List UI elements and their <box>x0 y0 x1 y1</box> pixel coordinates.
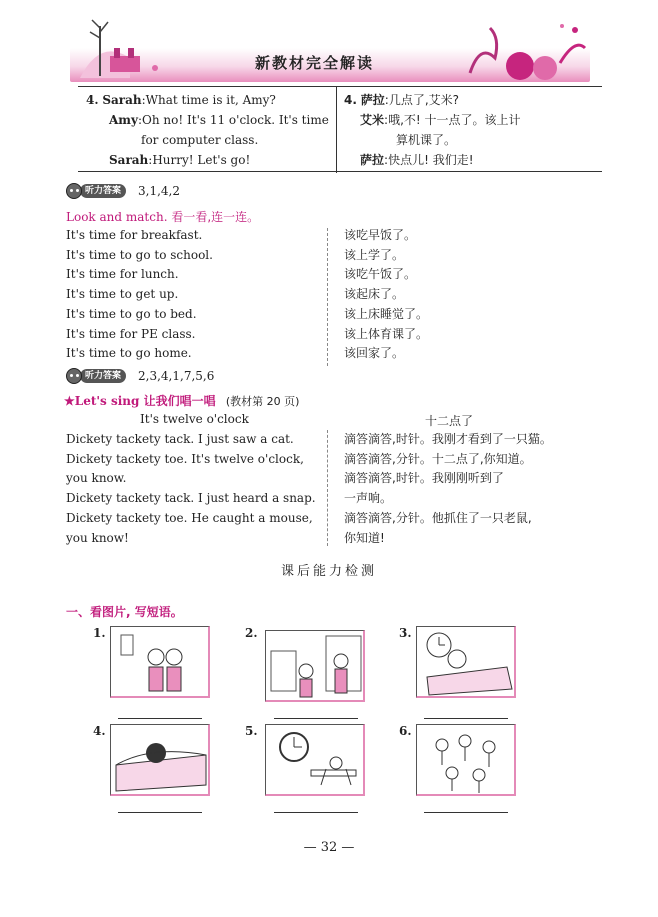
list-item: 该上学了。 <box>344 247 405 262</box>
column-divider <box>327 430 328 546</box>
picture-number: 5. <box>245 724 258 738</box>
picture-number: 6. <box>399 724 412 738</box>
dialogue-divider <box>336 87 337 173</box>
lyric-line: you know! <box>66 530 129 545</box>
speaker-name: Amy <box>109 113 138 127</box>
list-item: 该上体育课了。 <box>344 326 429 341</box>
answer-line[interactable] <box>118 718 202 719</box>
flower-swirl-decoration-icon <box>450 18 590 80</box>
answer-line[interactable] <box>118 812 202 813</box>
lyric-line: 滴答滴答,分针。十二点了,你知道。 <box>344 451 532 466</box>
look-match-chinese-list <box>344 226 428 364</box>
listening-answer-1 <box>66 183 180 199</box>
kids-walking-home-picture-icon <box>265 630 365 702</box>
list-item: It's time for lunch. <box>66 267 179 282</box>
picture-number: 1. <box>93 626 106 640</box>
dialogue-text: Hurry! Let's go! <box>152 153 251 167</box>
textbook-reference: (教材第 20 页) <box>225 395 300 408</box>
lyric-line: you know. <box>66 471 127 486</box>
list-item: It's time to go home. <box>66 346 192 361</box>
dialogue-table <box>78 86 602 172</box>
dialogue-text: Oh no! It's 11 o'clock. It's time <box>142 113 329 127</box>
kids-playing-picture-icon <box>416 724 516 796</box>
lets-sing-title-en: ★Let's sing <box>64 394 140 408</box>
song-english-lyrics <box>66 430 316 548</box>
speaker-name: Sarah <box>109 153 149 167</box>
list-item: 该起床了。 <box>344 287 405 302</box>
song-title-en: It's twelve o'clock <box>140 412 249 426</box>
speaker-name: 萨拉 <box>360 93 385 107</box>
dialogue-chinese <box>344 90 594 170</box>
answer-line[interactable] <box>424 812 508 813</box>
listening-badge-label: 听力答案 <box>80 369 126 383</box>
picture-number: 4. <box>93 724 106 738</box>
headphone-face-icon <box>66 183 82 199</box>
dialogue-line: 4. 萨拉:几点了,艾米? <box>344 93 459 107</box>
lyric-line: 滴答滴答,时针。我刚刚听到了 <box>344 471 504 486</box>
lyric-line: 滴答滴答,时针。我刚才看到了一只猫。 <box>344 432 552 446</box>
answer-line[interactable] <box>274 718 358 719</box>
dialogue-text: What time is it, Amy? <box>145 93 276 107</box>
lets-sing-title-zh: 让我们唱一唱 <box>143 394 216 408</box>
song-chinese-lyrics <box>344 430 552 548</box>
look-match-title-zh: 看一看,连一连。 <box>171 210 260 224</box>
speaker-name: Sarah <box>102 93 142 107</box>
listening-answer-2 <box>66 368 214 384</box>
answer-line[interactable] <box>274 812 358 813</box>
clock-breakfast-picture-icon <box>265 724 365 796</box>
answer-line[interactable] <box>424 718 508 719</box>
list-item: It's time for PE class. <box>66 326 196 341</box>
dialogue-line: Sarah:Hurry! Let's go! <box>109 153 251 167</box>
after-class-title: 课后能力检测 <box>280 564 377 579</box>
lyric-line: 滴答滴答,分针。他抓住了一只老鼠, <box>344 510 532 525</box>
dialogue-line: Amy:Oh no! It's 11 o'clock. It's time <box>109 113 329 127</box>
speaker-name: 艾米 <box>360 113 385 127</box>
list-item: 该上床睡觉了。 <box>344 306 429 321</box>
dialogue-english <box>86 90 332 170</box>
listening-answer-text: 2,3,4,1,7,5,6 <box>138 369 215 383</box>
headphone-face-icon <box>66 368 82 384</box>
list-item: 该回家了。 <box>344 346 405 361</box>
listening-badge-label: 听力答案 <box>80 184 126 198</box>
speaker-name: 萨拉 <box>360 153 385 167</box>
dialogue-text: 快点儿! 我们走! <box>388 153 474 167</box>
look-match-english-list <box>66 226 213 364</box>
list-item: It's time for breakfast. <box>66 228 203 242</box>
dialogue-number: 4. <box>86 93 99 107</box>
dialogue-number: 4. <box>344 93 357 107</box>
dialogue-line: 算机课了。 <box>396 133 457 147</box>
castle-tree-decoration-icon <box>70 18 190 80</box>
page-header <box>70 18 590 80</box>
lyric-line: Dickety tackety tack. I just heard a snap. <box>66 491 316 506</box>
dialogue-text: 几点了,艾米? <box>388 93 459 107</box>
question-1-heading: 一、看图片, 写短语。 <box>66 605 183 619</box>
column-divider <box>327 228 328 366</box>
kids-classroom-picture-icon <box>110 626 210 698</box>
lyric-line: 一声响。 <box>344 491 393 506</box>
girl-sleeping-picture-icon <box>110 724 210 796</box>
list-item: 该吃午饭了。 <box>344 267 417 282</box>
lets-sing-title <box>64 392 299 409</box>
list-item: 该吃早饭了。 <box>344 228 417 242</box>
picture-number: 3. <box>399 626 412 640</box>
list-item: It's time to get up. <box>66 287 179 302</box>
lyric-line: 你知道! <box>344 530 385 545</box>
listening-answer-text: 3,1,4,2 <box>138 184 180 198</box>
dialogue-line: 萨拉:快点儿! 我们走! <box>360 153 474 167</box>
look-match-title-en: Look and match. <box>66 210 168 224</box>
header-title: 新教材完全解读 <box>255 54 375 72</box>
dialogue-line: 艾米:哦,不! 十一点了。该上计 <box>360 113 521 127</box>
dialogue-line: for computer class. <box>141 133 259 147</box>
page-number: — 32 — <box>303 840 355 855</box>
lyric-line: Dickety tackety toe. He caught a mouse, <box>66 510 313 525</box>
lyric-line: Dickety tackety toe. It's twelve o'clock, <box>66 451 304 466</box>
song-title-zh: 十二点了 <box>425 414 474 428</box>
dialogue-line: 4. Sarah:What time is it, Amy? <box>86 93 276 107</box>
list-item: It's time to go to school. <box>66 247 213 262</box>
picture-number: 2. <box>245 626 258 640</box>
boy-waking-up-picture-icon <box>416 626 516 698</box>
list-item: It's time to go to bed. <box>66 306 197 321</box>
lyric-line: Dickety tackety tack. I just saw a cat. <box>66 432 294 446</box>
look-match-title <box>66 208 259 225</box>
dialogue-text: 哦,不! 十一点了。该上计 <box>388 113 521 127</box>
